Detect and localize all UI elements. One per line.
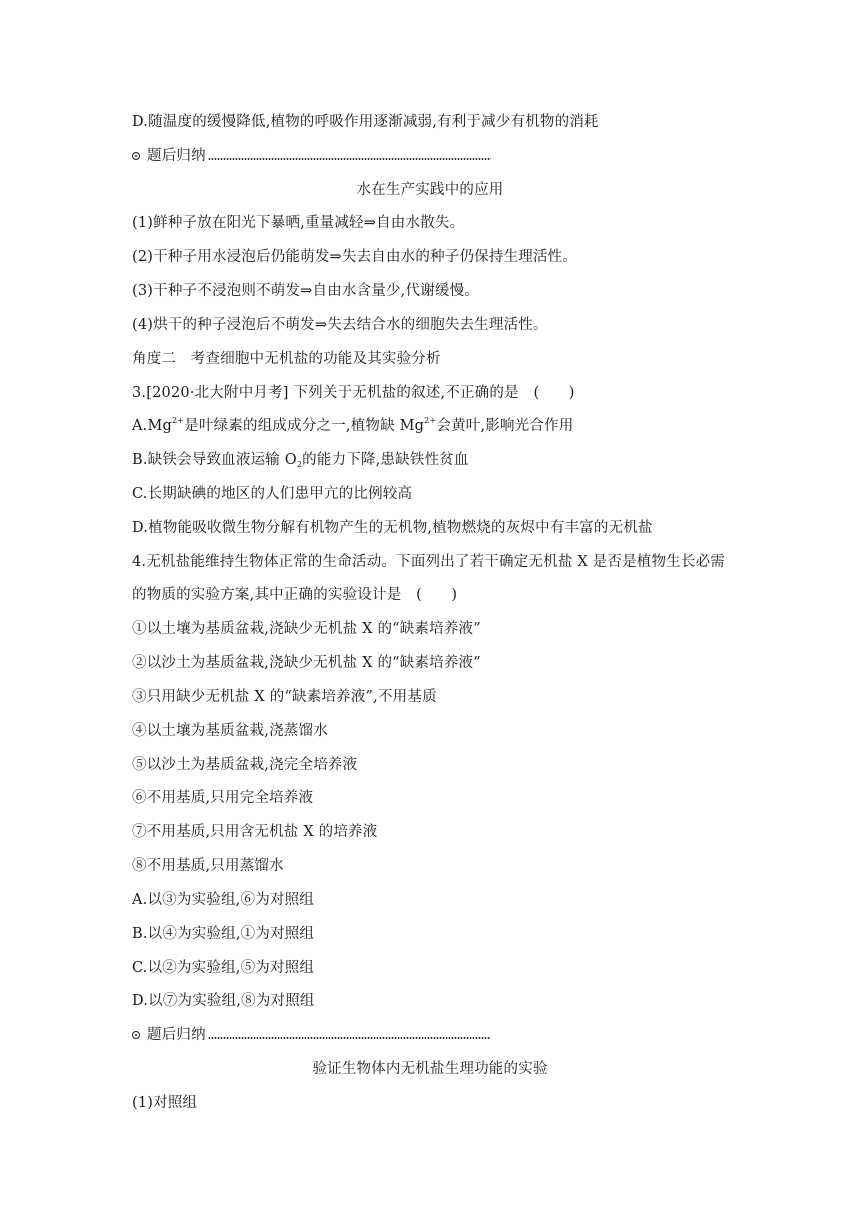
section-title-salt-experiment: 验证生物体内无机盐生理功能的实验 — [312, 1061, 548, 1077]
q4-item-4: ④以土壤为基质盆栽,浇蒸馏水 — [132, 723, 328, 739]
q3-option-a-text: A.Mg — [132, 418, 173, 434]
summary-label: 题后归纳 — [147, 148, 206, 164]
q2-option-d: D.随温度的缓慢降低,植物的呼吸作用逐渐减弱,有利于减少有机物的消耗 — [132, 114, 599, 130]
superscript: 2+ — [424, 416, 437, 425]
q4-option-c: C.以②为实验组,⑤为对照组 — [132, 960, 315, 976]
q4-item-8: ⑧不用基质,只用蒸馏水 — [132, 858, 284, 874]
control-group-heading: (1)对照组 — [132, 1095, 198, 1111]
water-point-1: (1)鲜种子放在阳光下暴晒,重量减轻⇒自由水散失。 — [132, 215, 465, 231]
q4-item-6: ⑥不用基质,只用完全培养液 — [132, 790, 314, 806]
q3-option-b — [132, 450, 469, 470]
question-3-stem: 3.[2020·北大附中月考] 下列关于无机盐的叙述,不正确的是 ( ) — [132, 385, 575, 401]
summary-header-1 — [132, 146, 491, 166]
water-point-4: (4)烘干的种子浸泡后不萌发⇒失去结合水的细胞失去生理活性。 — [132, 317, 548, 333]
bullet-circle-icon — [132, 1031, 140, 1039]
question-4-stem-line2: 的物质的实验方案,其中正确的实验设计是 ( ) — [132, 587, 458, 603]
q3-option-a — [132, 416, 573, 436]
q4-item-3: ③只用缺少无机盐 X 的“缺素培养液”,不用基质 — [132, 689, 437, 705]
q4-option-b: B.以④为实验组,①为对照组 — [132, 926, 315, 942]
superscript: 2+ — [172, 416, 185, 425]
q4-item-2: ②以沙土为基质盆栽,浇缺少无机盐 X 的“缺素培养液” — [132, 655, 481, 671]
water-point-3: (3)干种子不浸泡则不萌发⇒自由水含量少,代谢缓慢。 — [132, 283, 479, 299]
q4-item-7: ⑦不用基质,只用含无机盐 X 的培养液 — [132, 824, 378, 840]
q3-option-b-text: B.缺铁会导致血液运输 O — [132, 452, 297, 468]
angle-two-heading: 角度二 考查细胞中无机盐的功能及其实验分析 — [132, 351, 441, 367]
q3-option-d: D.植物能吸收微生物分解有机物产生的无机物,植物燃烧的灰烬中有丰富的无机盐 — [132, 520, 653, 536]
q4-item-5: ⑤以沙土为基质盆栽,浇完全培养液 — [132, 757, 358, 773]
section-title-water: 水在生产实践中的应用 — [356, 182, 504, 198]
q3-option-a-text: 是叶绿素的组成成分之一,植物缺 Mg — [184, 418, 425, 434]
bullet-circle-icon — [132, 152, 140, 160]
q3-option-b-text: 的能力下降,患缺铁性贫血 — [302, 452, 469, 468]
summary-header-2 — [132, 1025, 491, 1045]
q3-option-c: C.长期缺碘的地区的人们患甲亢的比例较高 — [132, 486, 413, 502]
q3-option-a-text: 会黄叶,影响光合作用 — [436, 418, 574, 434]
dotted-leader — [208, 158, 491, 160]
q4-item-1: ①以土壤为基质盆栽,浇缺少无机盐 X 的“缺素培养液” — [132, 621, 481, 637]
summary-label: 题后归纳 — [147, 1027, 206, 1043]
q4-option-a: A.以③为实验组,⑥为对照组 — [132, 892, 314, 908]
subscript: 2 — [296, 460, 303, 469]
water-point-2: (2)干种子用水浸泡后仍能萌发⇒失去自由水的种子仍保持生理活性。 — [132, 249, 578, 265]
question-4-stem-line1: 4.无机盐能维持生物体正常的生命活动。下面列出了若干确定无机盐 X 是否是植物生长必需 — [132, 554, 725, 570]
dotted-leader — [208, 1037, 491, 1039]
q4-option-d: D.以⑦为实验组,⑧为对照组 — [132, 993, 315, 1009]
